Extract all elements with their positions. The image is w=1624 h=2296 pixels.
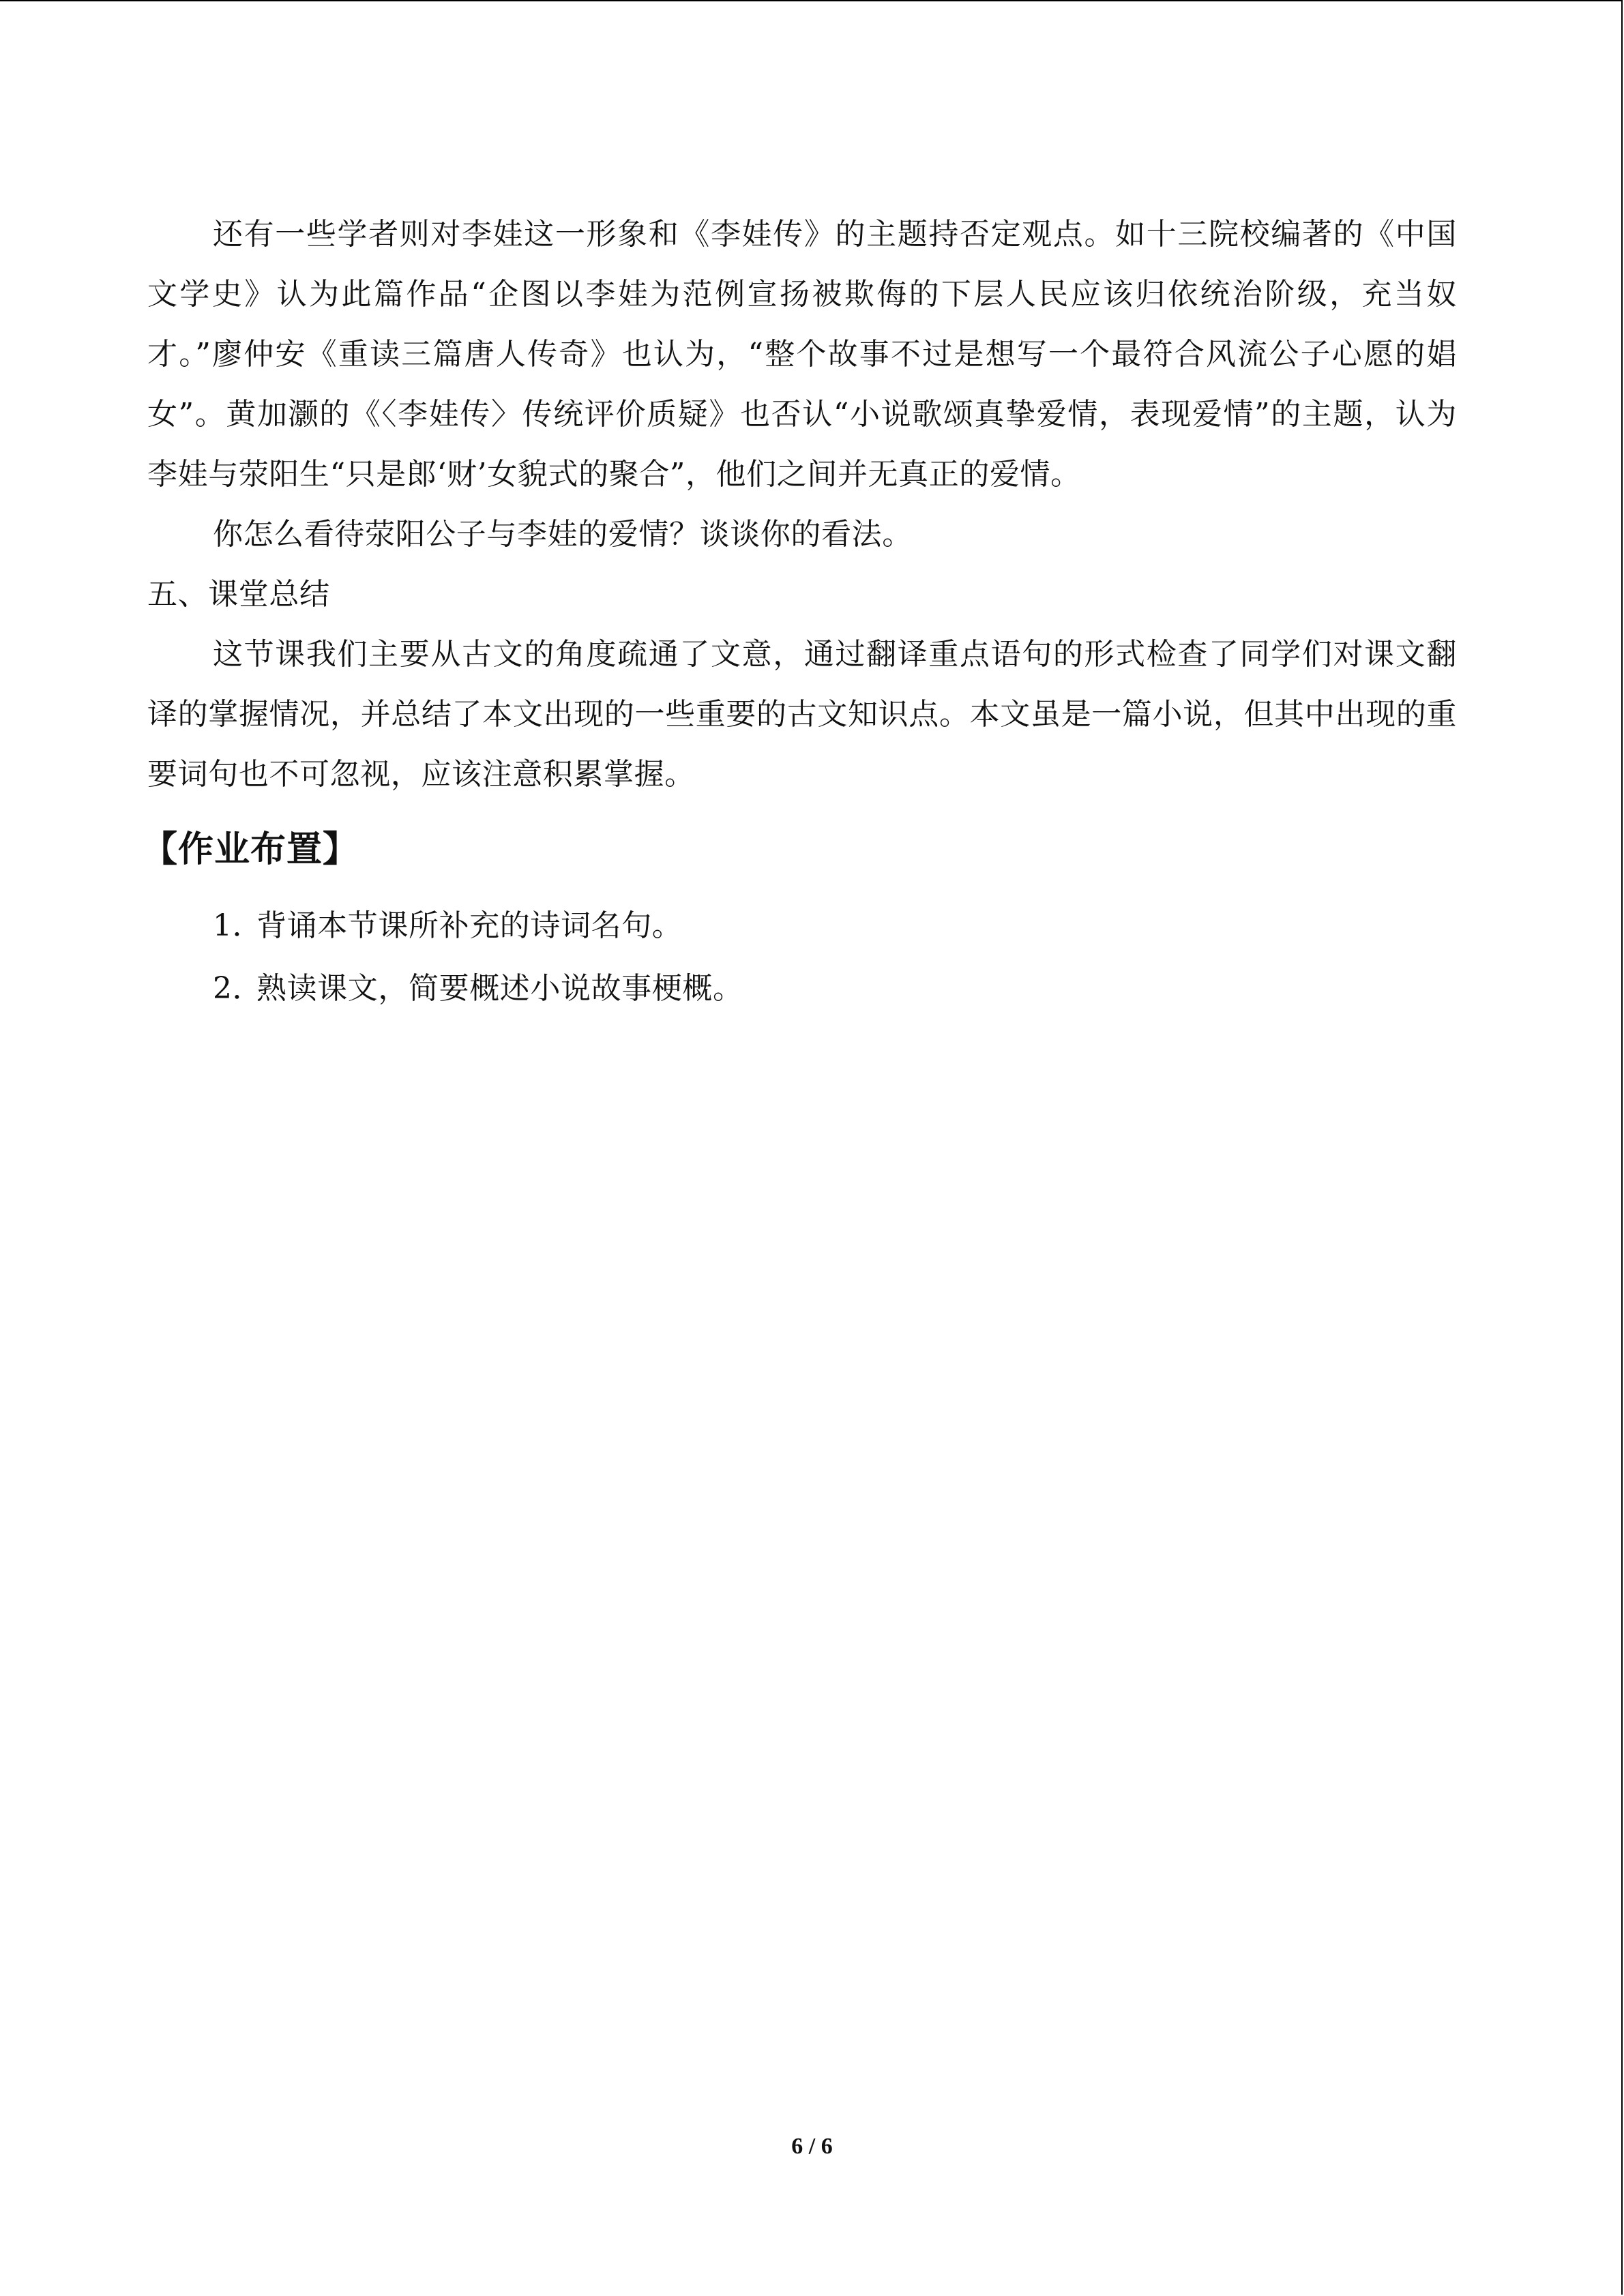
homework-item bbox=[147, 957, 1457, 1020]
homework-item-text: 背诵本节课所补充的诗词名句。 bbox=[256, 908, 683, 943]
homework-heading: 【作业布置】 bbox=[142, 829, 359, 870]
homework-item-text: 熟读课文，简要概述小说故事梗概。 bbox=[256, 971, 743, 1006]
homework-item-number: 1． bbox=[213, 908, 263, 943]
page-number: 6 / 6 bbox=[791, 2134, 833, 2159]
summary-paragraph: 这节课我们主要从古文的角度疏通了文意，通过翻译重点语句的形式检查了同学们对课文翻译的掌握情况，并总结了本文出现的一些重要的古文知识点。本文虽是一篇小说，但其中出现的重要词句也不可忽视，应该注意积累掌握。 bbox=[147, 637, 1457, 792]
discussion-question: 你怎么看待荥阳公子与李娃的爱情？谈谈你的看法。 bbox=[213, 517, 913, 552]
document-body bbox=[142, 205, 1457, 1020]
summary-heading: 五、课堂总结 bbox=[147, 577, 330, 612]
critics-paragraph: 还有一些学者则对李娃这一形象和《李娃传》的主题持否定观点。如十三院校编著的《中国文学史》认为此篇作品“企图以李娃为范例宣扬被欺侮的下层人民应该归依统治阶级，充当奴才。”廖仲安《重读三篇唐人传奇》也认为，“整个故事不过是想写一个最符合风流公子心愿的娼女”。黄加灏的《〈李娃传〉传统评价质疑》也否认“小说歌颂真挚爱情，表现爱情”的主题，认为李娃与荥阳生“只是郎‘财’女貌式的聚合”，他们之间并无真正的爱情。 bbox=[147, 217, 1457, 492]
homework-item-number: 2． bbox=[213, 971, 263, 1006]
homework-list bbox=[147, 895, 1457, 1020]
homework-item bbox=[147, 895, 1457, 957]
